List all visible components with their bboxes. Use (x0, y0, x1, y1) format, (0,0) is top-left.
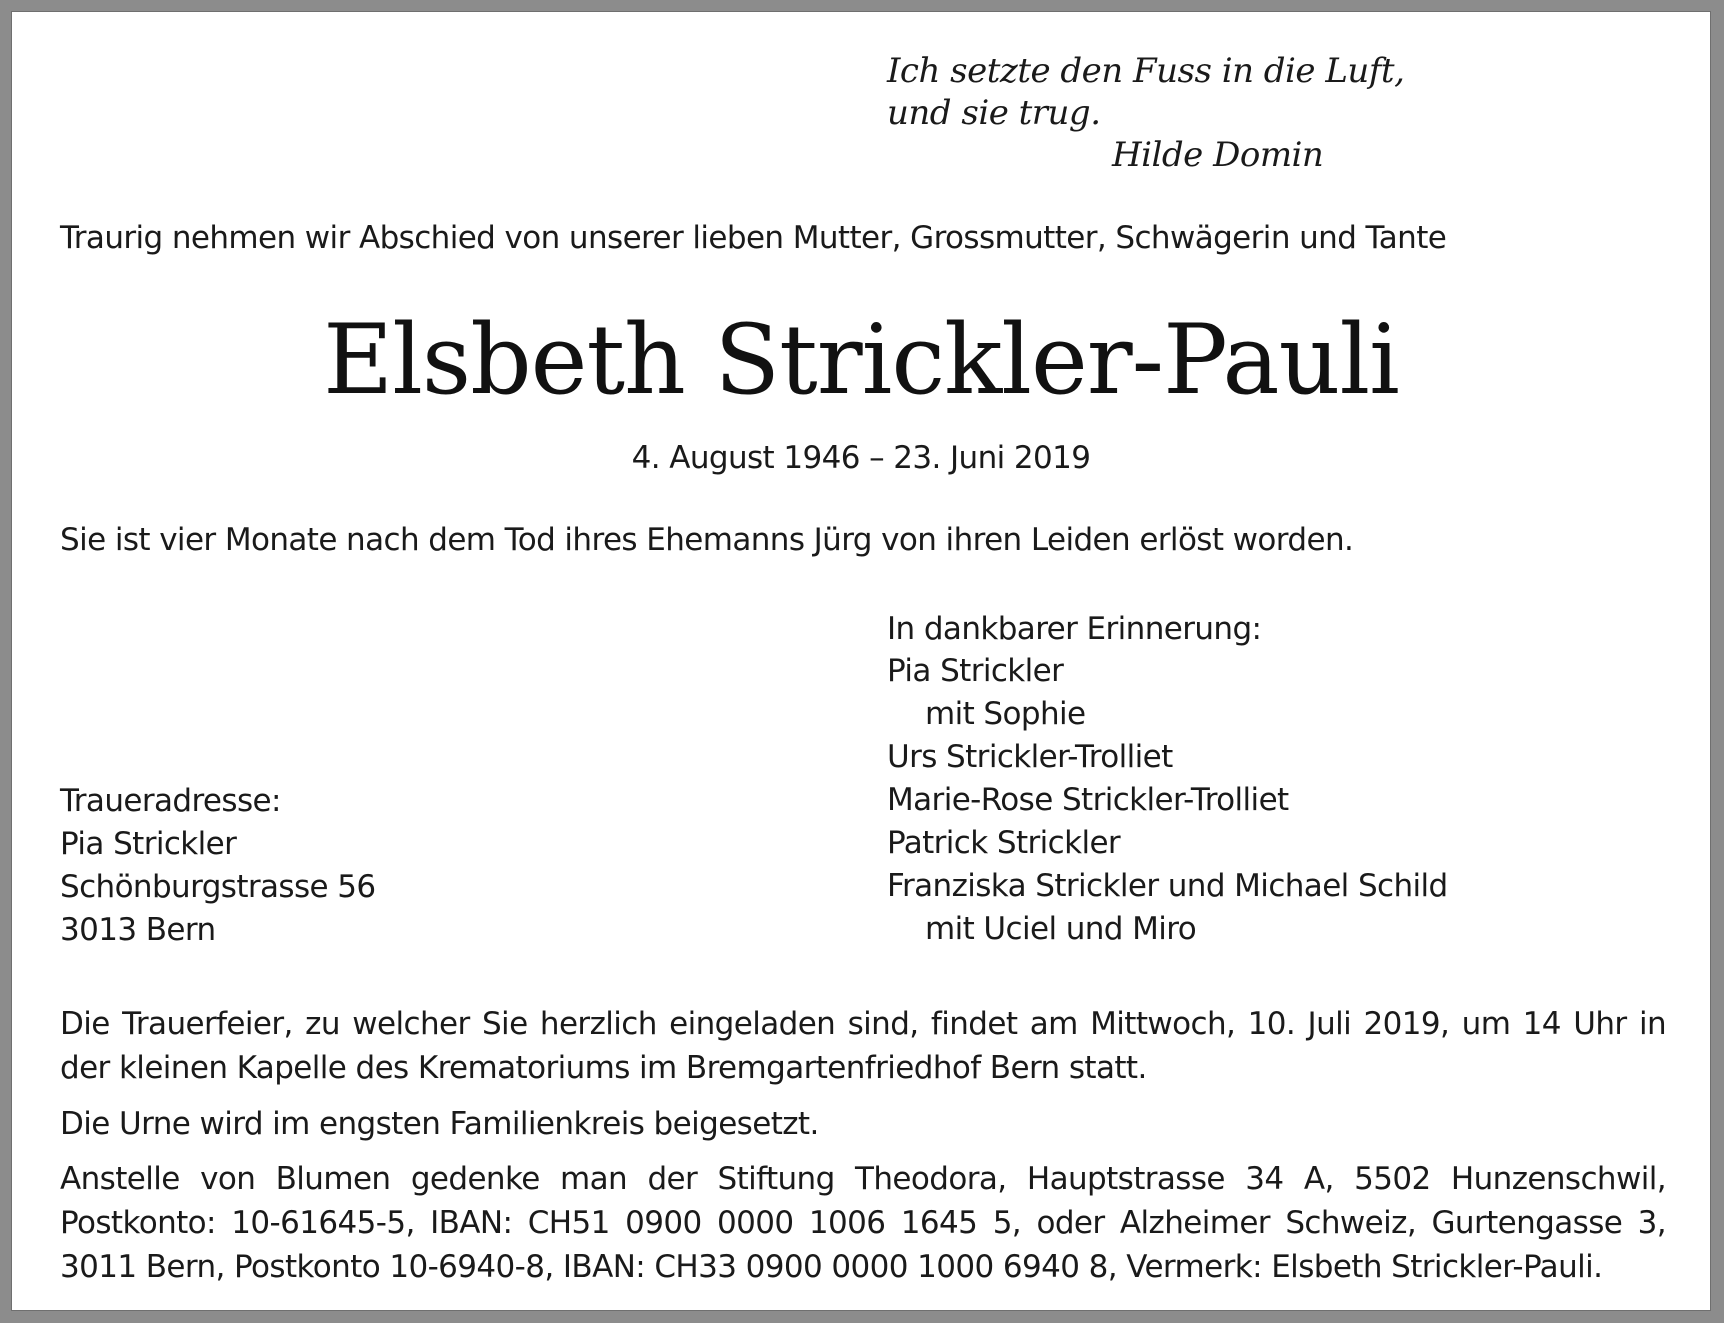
obituary-notice (12, 12, 1710, 1310)
family-member: Franziska Strickler und Michael Schild (887, 868, 1448, 904)
address-label: Traueradresse: (60, 783, 281, 819)
life-dates: 4. August 1946 – 23. Juni 2019 (631, 440, 1091, 476)
address-name: Pia Strickler (60, 826, 237, 862)
mourning-address (60, 781, 660, 951)
family-member: Pia Strickler (887, 653, 1064, 689)
family-member: Patrick Strickler (887, 825, 1121, 861)
address-city: 3013 Bern (60, 912, 216, 948)
donation-paragraph: Anstelle von Blumen gedenke man der Stiftung Theodora, Hauptstrasse 34 A, 5502 Hunzenschwil, Postkonto: 10-61645-5, IBAN: CH51 0900 0000 1006 1645 5, oder Alzheimer Schweiz, Gurtengasse 3, 3011 Bern, Postkonto 10-6940-8, IBAN: CH33 0900 0000 1000 6940 8, Vermerk: Elsbeth Strickler-Pauli. (60, 1161, 1666, 1285)
address-street: Schönburgstrasse 56 (60, 869, 376, 905)
family-member: Urs Strickler-Trolliet (887, 739, 1173, 775)
intro-text: Traurig nehmen wir Abschied von unserer lieben Mutter, Grossmutter, Schwägerin und Tante (60, 220, 1447, 256)
deceased-name: Elsbeth Strickler-Pauli (323, 304, 1399, 416)
family-member: mit Sophie (925, 696, 1086, 732)
motto-quote (887, 50, 1404, 134)
ceremony-paragraph: Die Trauerfeier, zu welcher Sie herzlich eingeladen sind, findet am Mittwoch, 10. Juli 2019, um 14 Uhr in der kleinen Kapelle des Krematoriums im Bremgartenfriedhof Bern statt. (60, 1006, 1666, 1086)
urn-paragraph: Die Urne wird im engsten Familienkreis beigesetzt. (60, 1106, 819, 1142)
family-heading: In dankbarer Erinnerung: (887, 611, 1262, 647)
family-member: mit Uciel und Miro (925, 911, 1197, 947)
motto-line-2: und sie trug. (887, 93, 1101, 133)
motto-author: Hilde Domin (1112, 135, 1324, 175)
family-member: Marie-Rose Strickler-Trolliet (887, 782, 1289, 818)
motto-line-1: Ich setzte den Fuss in die Luft, (887, 51, 1405, 91)
family-list (887, 609, 1647, 947)
lead-text: Sie ist vier Monate nach dem Tod ihres Ehemanns Jürg von ihren Leiden erlöst worden. (60, 522, 1354, 558)
